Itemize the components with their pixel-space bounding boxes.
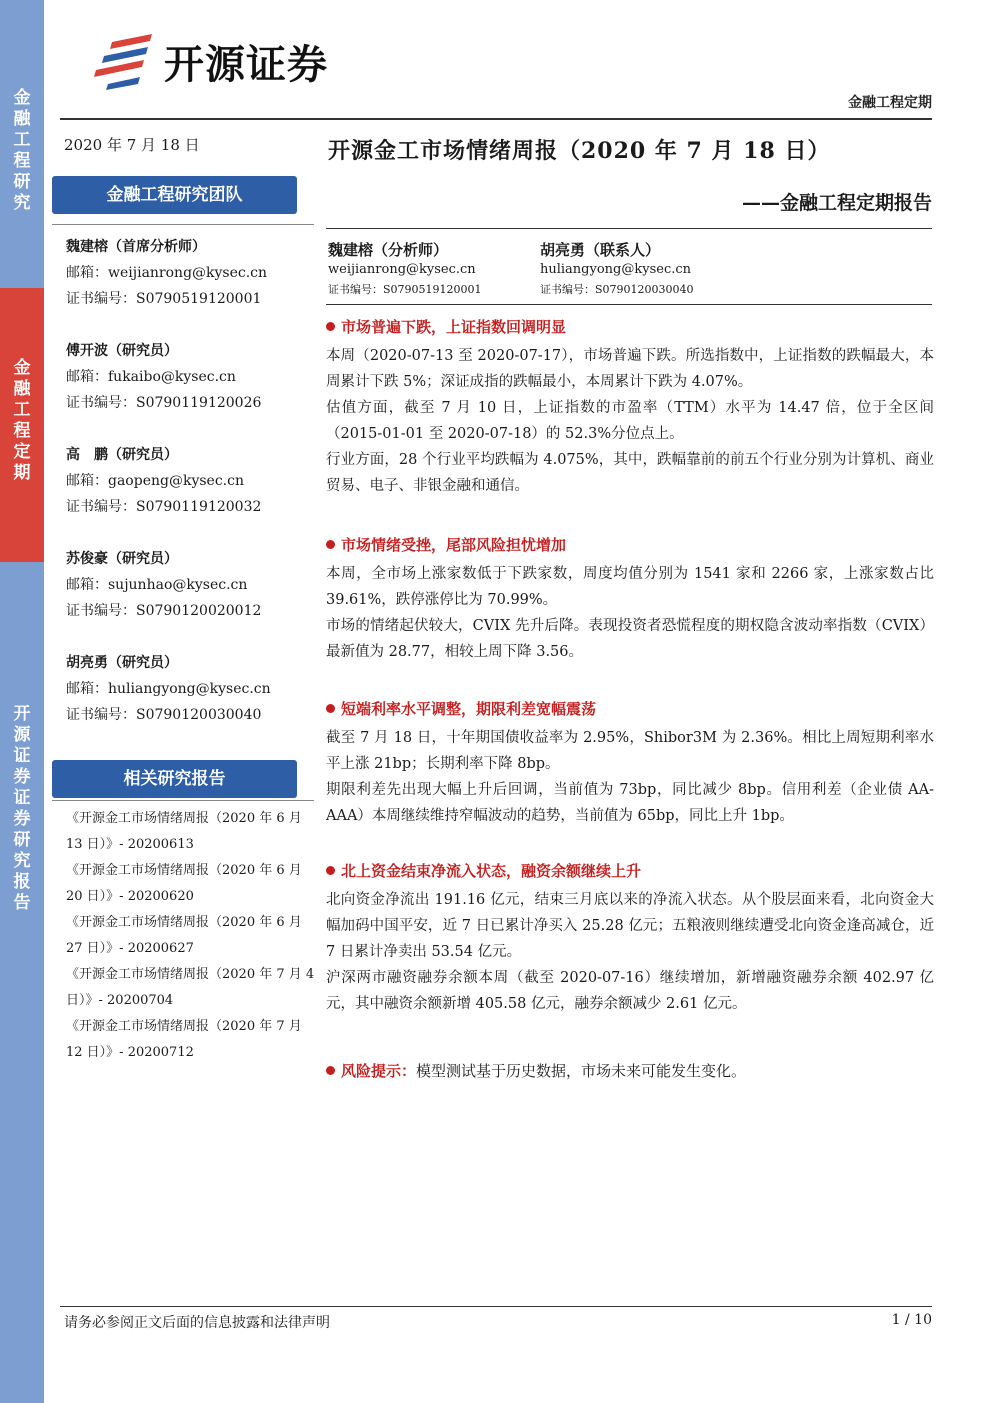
author-email[interactable]: huliangyong@kysec.cn	[540, 262, 692, 277]
risk-text: 模型测试基于历史数据，市场未来可能发生变化。	[416, 1062, 747, 1080]
section-paragraph: 截至 7 月 18 日，十年期国债收益率为 2.95%，Shibor3M 为 2.36%。相比上周短期利率水平上涨 21bp；长期利率下降 8bp。	[326, 730, 934, 772]
section-paragraph: 期限利差先出现大幅上升后回调，当前值为 73bp，同比减少 8bp。信用利差（企业债 AA-AAA）本周继续维持窄幅波动的趋势，当前值为 65bp，同比上升 1bp。	[326, 782, 934, 824]
author-divider-top	[326, 228, 932, 229]
section-paragraph: 北向资金净流出 191.16 亿元，结束三月底以来的净流入状态。从个股层面来看，北向资金大幅加码中国平安，近 7 日已累计净买入 25.28 亿元；五粮液则继续遭受北向资金逢高减仓，近 7 日累计净卖出 53.54 亿元。	[326, 892, 934, 960]
related-report-link[interactable]: 《开源金工市场情绪周报（2020 年 7 月 12 日）》- 20200712	[66, 1019, 302, 1060]
section-heading-text: 短端利率水平调整，期限利差宽幅震荡	[341, 700, 597, 718]
section-paragraph: 估值方面，截至 7 月 10 日，上证指数的市盈率（TTM）水平为 14.47 倍，位于全区间（2015-01-01 至 2020-07-18）的 52.3%分位点上。	[326, 400, 934, 442]
brand-logo	[90, 30, 380, 92]
author-name: 魏建榕（分析师）	[328, 241, 449, 259]
related-heading: 相关研究报告	[52, 760, 297, 798]
footer-disclaimer: 请务必参阅正文后面的信息披露和法律声明	[64, 1315, 330, 1331]
member-name: 傅开波（研究员）	[66, 343, 178, 359]
author-cert: 证书编号：S0790120030040	[540, 283, 694, 296]
member-email[interactable]: 邮箱：gaopeng@kysec.cn	[66, 473, 244, 489]
report-subtitle: ——金融工程定期报告	[741, 192, 932, 214]
member-email[interactable]: 邮箱：fukaibo@kysec.cn	[66, 369, 236, 385]
footer-divider	[60, 1306, 932, 1307]
member-cert: 证书编号：S0790120020012	[66, 603, 262, 619]
related-report-link[interactable]: 《开源金工市场情绪周报（2020 年 6 月 27 日）》- 20200627	[66, 915, 302, 956]
author-email[interactable]: weijianrong@kysec.cn	[328, 262, 476, 277]
section-heading	[326, 698, 934, 719]
author-cert: 证书编号：S0790519120001	[328, 283, 482, 296]
member-name: 胡亮勇（研究员）	[66, 655, 178, 671]
sidebar-label-research: 金融工程研究	[0, 0, 44, 288]
summary-section	[326, 316, 934, 499]
member-name: 魏建榕（首席分析师）	[66, 239, 206, 255]
team-member	[66, 338, 261, 416]
team-member	[66, 546, 261, 624]
section-paragraph: 行业方面，28 个行业平均跌幅为 4.075%，其中，跌幅靠前的前五个行业分别为计算机、商业贸易、电子、非银金融和通信。	[326, 452, 934, 494]
risk-label: 风险提示：	[341, 1062, 417, 1080]
team-member	[66, 442, 261, 520]
related-divider	[52, 800, 314, 801]
section-heading	[326, 860, 934, 881]
team-heading: 金融工程研究团队	[52, 176, 297, 214]
section-heading-text: 北上资金结束净流入状态，融资余额继续上升	[341, 862, 642, 880]
member-email[interactable]: 邮箱：weijianrong@kysec.cn	[66, 265, 268, 281]
summary-section	[326, 860, 934, 1017]
member-name: 高 鹏（研究员）	[66, 447, 178, 463]
header-divider	[60, 118, 932, 120]
side-bar	[0, 0, 44, 1403]
section-paragraph: 沪深两市融资融券余额本周（截至 2020-07-16）继续增加，新增融资融券余额 402.97 亿元，其中融资余额新增 405.58 亿元，融券余额减少 2.61 亿元。	[326, 970, 934, 1012]
section-paragraph: 本周（2020-07-13 至 2020-07-17），市场普遍下跌。所选指数中，上证指数的跌幅最大，本周累计下跌 5%；深证成指的跌幅最小，本周累计下跌为 4.07%。	[326, 348, 934, 390]
section-paragraph: 本周，全市场上涨家数低于下跌家数，周度均值分别为 1541 家和 2266 家，上涨家数占比 39.61%，跌停涨停比为 70.99%。	[326, 566, 934, 608]
member-cert: 证书编号：S0790120030040	[66, 707, 262, 723]
author-name: 胡亮勇（联系人）	[540, 241, 661, 259]
author-card	[540, 240, 694, 300]
bullet-icon	[326, 1066, 335, 1075]
related-report-link[interactable]: 《开源金工市场情绪周报（2020 年 6 月 20 日）》- 20200620	[66, 863, 302, 904]
header-tag: 金融工程定期	[848, 95, 932, 111]
related-report-link[interactable]: 《开源金工市场情绪周报（2020 年 6 月 13 日）》- 20200613	[66, 811, 302, 852]
sidebar-label-periodic: 金融工程定期	[0, 288, 44, 562]
report-date: 2020 年 7 月 18 日	[64, 136, 200, 154]
related-report-link[interactable]: 《开源金工市场情绪周报（2020 年 7 月 4 日）》- 20200704	[66, 967, 315, 1008]
section-heading	[326, 534, 934, 555]
section-heading-text: 市场普遍下跌，上证指数回调明显	[341, 318, 567, 336]
team-member	[66, 234, 267, 312]
member-cert: 证书编号：S0790119120026	[66, 395, 262, 411]
member-email[interactable]: 邮箱：huliangyong@kysec.cn	[66, 681, 271, 697]
member-cert: 证书编号：S0790119120032	[66, 499, 262, 515]
page-number: 1 / 10	[891, 1312, 932, 1328]
related-reports-list	[66, 806, 318, 1066]
bullet-icon	[326, 540, 335, 549]
member-email[interactable]: 邮箱：sujunhao@kysec.cn	[66, 577, 248, 593]
summary-section	[326, 534, 934, 665]
bullet-icon	[326, 866, 335, 875]
bullet-icon	[326, 704, 335, 713]
section-heading	[326, 316, 934, 337]
summary-section	[326, 698, 934, 829]
section-heading-text: 市场情绪受挫，尾部风险担忧增加	[341, 536, 567, 554]
risk-note	[326, 1060, 746, 1081]
member-cert: 证书编号：S0790519120001	[66, 291, 262, 307]
author-divider-bottom	[326, 304, 932, 305]
team-member	[66, 650, 271, 728]
logo-mark-icon	[90, 32, 158, 90]
author-card	[328, 240, 482, 300]
member-name: 苏俊豪（研究员）	[66, 551, 178, 567]
team-divider	[52, 224, 314, 225]
bullet-icon	[326, 322, 335, 331]
sidebar-label-brand: 开源证券 证券研究报告	[0, 562, 44, 1403]
section-paragraph: 市场的情绪起伏较大，CVIX 先升后降。表现投资者恐慌程度的期权隐含波动率指数（CVIX）最新值为 28.77，相较上周下降 3.56。	[326, 618, 934, 660]
report-title: 开源金工市场情绪周报（2020 年 7 月 18 日）	[328, 138, 831, 164]
brand-name: 开源证券	[164, 41, 328, 88]
